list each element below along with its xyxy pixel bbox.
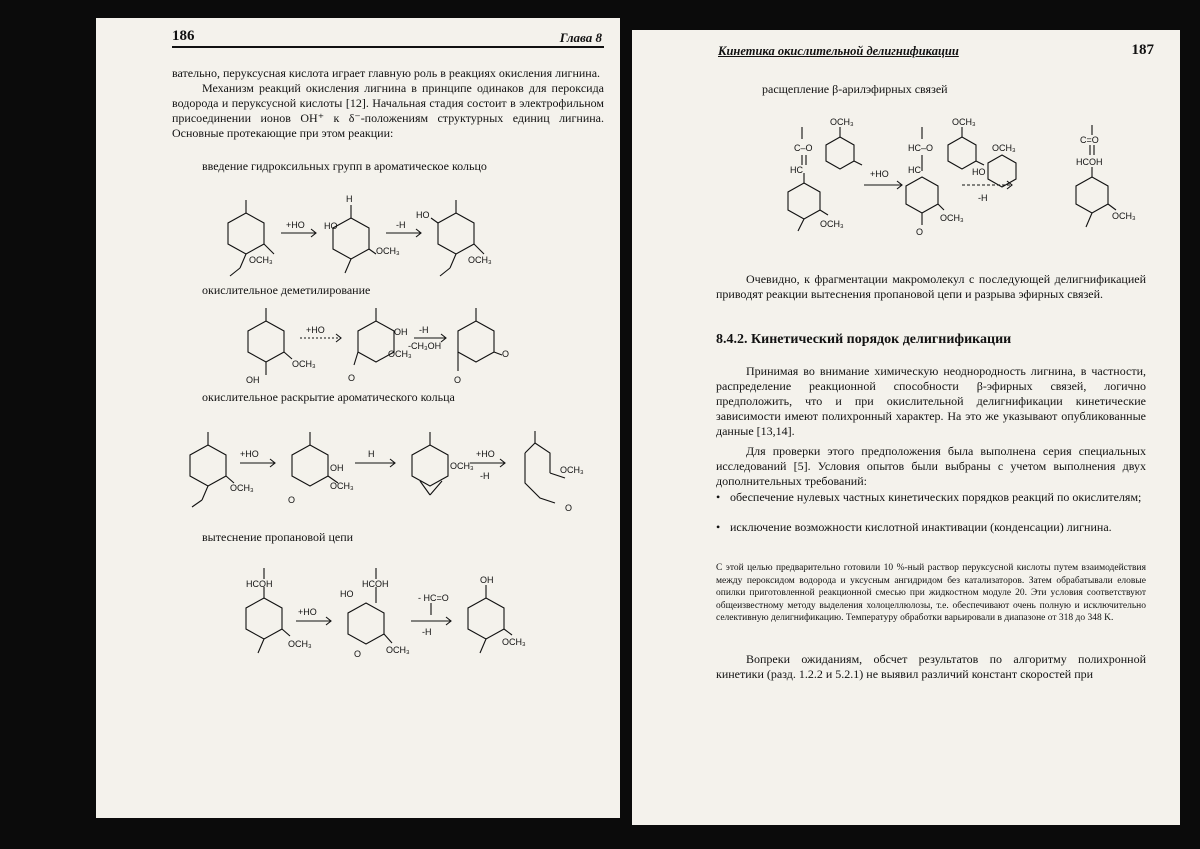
minus-h-label: -H [422,627,432,637]
reaction-1-scheme [216,188,546,293]
left-paragraph-2: Механизм реакций окисления лигнина в принципе одинаков для пероксида водорода и перуксусной кислоты [12]. Начальная стадия состоит в электрофильном присоединении ионов OH⁺ к δ⁻-положениям структурных единиц лигнина. Основные протекающие при этом реакции: [172,81,604,140]
och3-label: OCH₃ [376,246,400,256]
right-paragraph-1 [716,272,1146,302]
right-paragraph-1-text: Очевидно, к фрагментации макромолекул с последующей делигнификацией приводят реакции вытеснения пропановой цепи и разрыва эфирных связей. [716,272,1146,301]
och3-label: OCH₃ [386,645,410,655]
right-page-header [632,38,1180,60]
och3-label: OCH₃ [288,639,312,649]
plus-ho-label: +HO [476,449,495,459]
plus-ho-label: +HO [306,325,325,335]
plus-ho-label: +HO [870,169,889,179]
bullet-item-1 [716,490,1146,520]
och3-label: OCH₃ [952,117,976,127]
reaction-4-scheme [236,563,526,678]
och3-label: OCH₃ [940,213,964,223]
minus-hco-label: - HC=O [418,593,449,603]
reaction-2-scheme [236,303,516,398]
och3-label: OCH₃ [388,349,412,359]
o-label: O [565,503,573,513]
left-page-header [96,26,620,48]
chapter-label: Глава 8 [559,30,602,45]
oh-label: OH [246,375,260,385]
c-eq-o-label: C=O [1080,135,1099,145]
och3-label: OCH₃ [230,483,254,493]
running-title: Кинетика окислительной делигнификации [718,44,959,58]
reaction-3-scheme [180,423,600,523]
o-label: O [454,375,462,385]
right-paragraph-4-text: Вопреки ожиданиям, обсчет результатов по алгоритму полихронной кинетики (разд. 1.2.2 и 5.2.1) не выявил различий констант скоростей при [716,652,1146,681]
och3-label: OCH₃ [292,359,316,369]
o-label: O [348,373,356,383]
section-heading: 8.4.2. Кинетический порядок делигнификации [716,332,1012,347]
right-page-number: 187 [1131,42,1154,58]
ho-label: HO [340,589,354,599]
hc-label: HC [790,165,803,175]
oh-label: OH [480,575,494,585]
left-paragraph-1: вательно, перуксусная кислота играет главную роль в реакциях окисления лигнина. [172,66,601,80]
oh-label: OH [394,327,408,337]
och3-label: OCH₃ [1112,211,1136,221]
reaction-2-title: окислительное деметилирование [202,283,371,297]
och3-label: OCH₃ [502,637,526,647]
reaction-4-title: вытеснение пропановой цепи [202,530,354,544]
left-text-block [172,66,604,141]
ho-label: HO [324,221,338,231]
minus-h-label: -H [480,471,490,481]
right-paragraph-2 [716,364,1146,439]
och3-label: OCH₃ [249,255,273,265]
hcoh-label: HCOH [1076,157,1103,167]
ho-label: HO [972,167,986,177]
plus-ho-label: +HO [298,607,317,617]
h-label: H [368,449,375,459]
bullet-item-2 [716,520,1146,550]
left-page [96,18,620,818]
och3-label: OCH₃ [330,481,354,491]
minus-h-label: -H [396,220,406,230]
minus-ch3oh-label: -CH₃OH [408,341,442,351]
ho-label: HO [416,210,430,220]
och3-label: OCH₃ [830,117,854,127]
bullet-text: обеспечение нулевых частных кинетических порядков реакций по окислителям; [730,490,1142,504]
o-label: O [916,227,924,237]
right-paragraph-3 [716,444,1146,489]
plus-ho-label: +HO [286,220,305,230]
och3-label: OCH₃ [468,255,492,265]
reaction-1-title: введение гидроксильных групп в ароматическое кольцо [202,159,487,173]
och3-label: OCH₃ [450,461,474,471]
header-rule [172,46,604,48]
reaction-3-title: окислительное раскрытие ароматического кольца [202,390,455,404]
reaction-5-scheme [782,115,1142,250]
c-o-label: C–O [794,143,813,153]
right-page [632,30,1180,825]
hc-label: HC [908,165,921,175]
right-paragraph-3-text: Для проверки этого предположения была выполнена серия специальных исследований [5]. Условия опытов были выбраны с учетом выполнения двух дополнительных требований: [716,444,1146,488]
o-label: O [288,495,296,505]
o-label: O [354,649,362,659]
o-label: O [502,349,510,359]
hc-o-label: HC–O [908,143,934,153]
plus-ho-label: +HO [240,449,259,459]
right-paragraph-2-text: Принимая во внимание химическую неоднородность лигнина, в частности, распределение реакционной способности β-эфирных связей, логично предположить, что и при окислительной делигнификации кинетические зависимости имеют полихронный характер. На это же указывают опубликованные данные [13,14]. [716,364,1146,438]
minus-h-label: -H [419,325,429,335]
hcoh-label: HCOH [246,579,273,589]
bullet-dot: • [716,490,721,504]
small-print-block: С этой целью предварительно готовили 10 %-ный раствор перуксусной кислоты путем взаимодействия между пероксидом водорода и уксусным ангидридом без катализаторов. Затем обрабатывали еловые опилки приготовленной реакционной смесью при жидкостном модуле 20. Эти условия соответствуют общеизвестному методу выделения холоцеллюлозы, т.е. обеспечивают очень полную и исключительно селективную делигнификацию. Температуру обработки варьировали в диапазоне от 318 до 348 K. [716,563,1146,623]
bullet-text: исключение возможности кислотной инактивации (конденсации) лигнина. [730,520,1112,534]
hcoh-label: HCOH [362,579,389,589]
left-page-number: 186 [172,28,195,44]
och3-label: OCH₃ [992,143,1016,153]
h-label: H [346,194,353,204]
och3-label: OCH₃ [560,465,584,475]
reaction-5-title: расщепление β-арилэфирных связей [762,82,948,96]
bullet-dot: • [716,520,721,534]
oh-label: OH [330,463,344,473]
och3-label: OCH₃ [820,219,844,229]
minus-h-label: -H [978,193,988,203]
right-paragraph-4 [716,652,1146,682]
